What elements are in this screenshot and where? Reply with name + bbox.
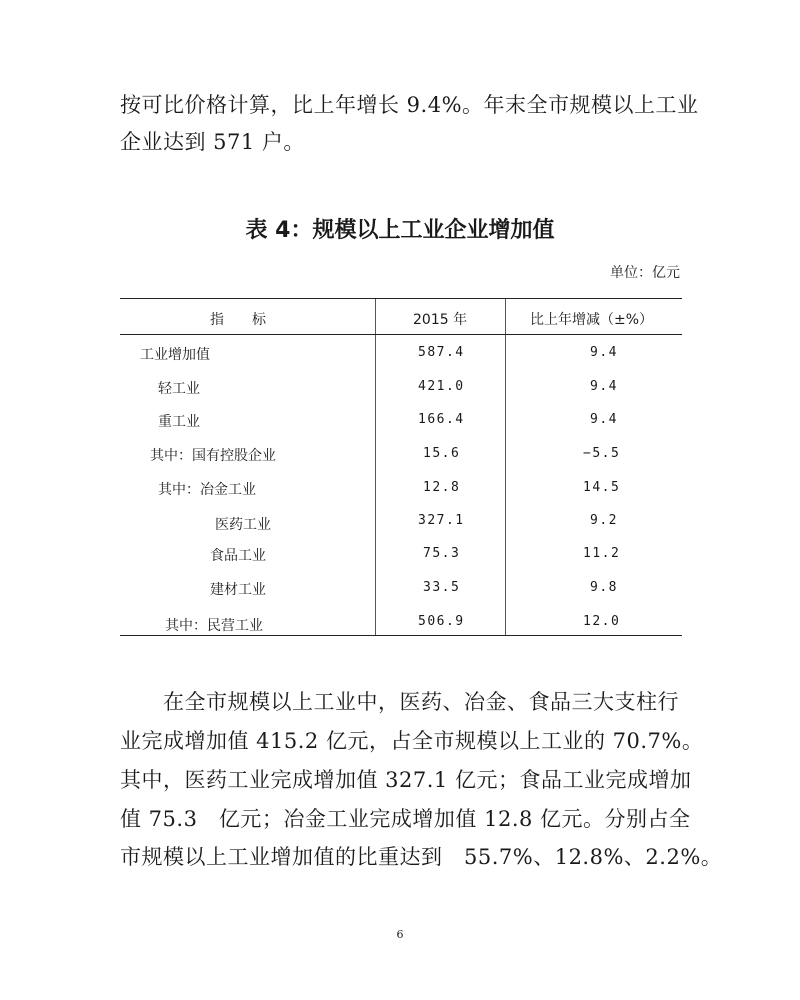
column-divider <box>375 299 376 635</box>
table-title: 表 4：规模以上工业企业增加值 <box>245 218 555 243</box>
row-value: 166.4 <box>418 412 465 427</box>
row-label: 轻工业 <box>158 381 200 397</box>
row-change: 9.4 <box>590 412 618 427</box>
body-line: 业完成增加值 415.2 亿元，占全市规模以上工业的 70.7%。 <box>120 729 704 753</box>
row-label: 医药工业 <box>215 517 271 533</box>
header-divider <box>120 334 682 335</box>
row-value: 75.3 <box>423 546 461 561</box>
row-label: 重工业 <box>158 414 200 430</box>
row-value: 421.0 <box>418 379 465 394</box>
page-number: 6 <box>396 928 404 941</box>
row-value: 15.6 <box>423 446 461 461</box>
row-value: 327.1 <box>418 513 465 528</box>
row-label: 其中：冶金工业 <box>158 482 256 498</box>
intro-line: 企业达到 571 户。 <box>120 130 305 154</box>
row-change: 9.2 <box>590 513 618 528</box>
row-change: 9.4 <box>590 345 618 360</box>
row-label: 食品工业 <box>210 548 266 564</box>
header-change: 比上年增减（±%） <box>530 312 654 328</box>
row-change: 11.2 <box>583 546 621 561</box>
body-line: 市规模以上工业增加值的比重达到 55.7%、12.8%、2.2%。 <box>120 845 723 869</box>
data-table <box>120 298 682 636</box>
row-change: 12.0 <box>583 614 621 629</box>
row-label: 工业增加值 <box>140 347 210 363</box>
row-change: −5.5 <box>583 446 621 461</box>
row-value: 33.5 <box>423 580 461 595</box>
row-label: 其中：民营工业 <box>165 618 263 634</box>
row-label: 建材工业 <box>210 582 266 598</box>
body-line: 其中，医药工业完成增加值 327.1 亿元；食品工业完成增加 <box>120 768 692 792</box>
row-change: 14.5 <box>583 480 621 495</box>
row-value: 506.9 <box>418 614 465 629</box>
row-label: 其中：国有控股企业 <box>150 448 276 464</box>
column-divider <box>505 299 506 635</box>
table-unit: 单位：亿元 <box>610 265 680 281</box>
row-value: 12.8 <box>423 480 461 495</box>
header-year: 2015 年 <box>413 312 468 328</box>
row-change: 9.8 <box>590 580 618 595</box>
row-value: 587.4 <box>418 345 465 360</box>
body-line: 值 75.3 亿元；冶金工业完成增加值 12.8 亿元。分别占全 <box>120 807 691 831</box>
row-change: 9.4 <box>590 379 618 394</box>
intro-line: 按可比价格计算，比上年增长 9.4%。年末全市规模以上工业 <box>120 93 699 117</box>
body-line: 在全市规模以上工业中，医药、冶金、食品三大支柱行 <box>120 690 679 714</box>
header-indicator: 指 标 <box>210 312 266 328</box>
